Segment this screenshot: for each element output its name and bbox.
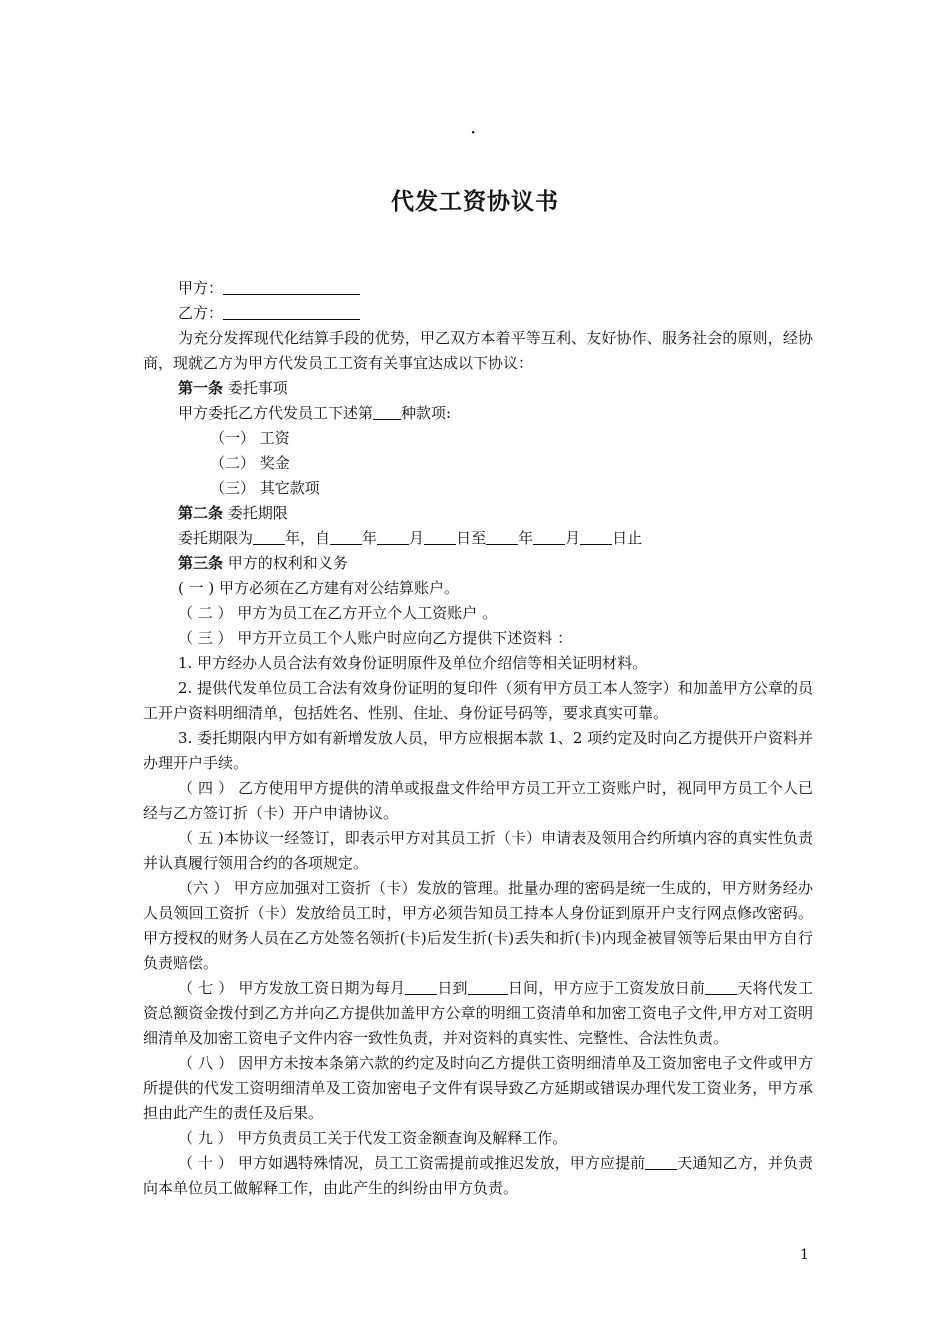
- article-3-title: 甲方的权利和义务: [223, 554, 348, 572]
- party-a-blank: [223, 278, 360, 295]
- notice-days-blank: [645, 1153, 677, 1170]
- party-a-line: [143, 276, 813, 301]
- article-1-number: 第一条: [178, 379, 224, 397]
- party-b-line: [143, 301, 813, 326]
- article-1-heading: [143, 376, 813, 401]
- clause-7-text: 日间，甲方应于工资发放日前: [507, 979, 706, 997]
- clause-3-item-3: 3. 委托期限内甲方如有新增发放人员，甲方应根据本款 1、2 项约定及时向乙方提供开户资料并办理开户手续。: [143, 729, 813, 772]
- article-1-item: （二） 奖金: [210, 454, 290, 472]
- clause-10: [143, 1151, 813, 1201]
- article-1-item: （一） 工资: [210, 429, 290, 447]
- article-3-number: 第三条: [178, 554, 224, 572]
- article-3-heading: [143, 551, 813, 576]
- term-blank: [377, 528, 409, 545]
- term-text: 月: [409, 529, 425, 547]
- term-blank: [533, 528, 565, 545]
- term-text: 年: [518, 529, 534, 547]
- header-mark: ·: [470, 120, 477, 144]
- clause-6: （六 ） 甲方应加强对工资折（卡）发放的管理。批量办理的密码是统一生成的，甲方财务经办人员领回工资折（卡）发放给员工时，甲方必须告知员工持本人身份证到原开户支行网点修改密码。甲方授权的财务人员在乙方处签名领折(卡)后发生折(卡)丢失和折(卡)内现金被冒领等后果由甲方自行负责赔偿。: [143, 879, 813, 972]
- clause-9: （ 九 ） 甲方负责员工关于代发工资金额查询及解释工作。: [178, 1129, 568, 1147]
- term-text: 委托期限为: [178, 529, 254, 547]
- term-text: 日止: [612, 529, 643, 547]
- term-blank: [253, 528, 285, 545]
- article-2-number: 第二条: [178, 504, 224, 522]
- article-2-heading: [143, 501, 813, 526]
- clause-3: （ 三 ） 甲方开立员工个人账户时应向乙方提供下述资料 ：: [178, 629, 573, 647]
- clause-7-text: （ 七 ） 甲方发放工资日期为每月: [178, 979, 406, 997]
- page-number: 1: [800, 1247, 809, 1263]
- clause-2: （ 二 ） 甲方为员工在乙方开立个人工资账户 。: [178, 604, 498, 622]
- clause-7-text: 日到: [437, 979, 468, 997]
- document-title: 代发工资协议书: [391, 188, 559, 215]
- pay-day-end-blank: [468, 978, 508, 995]
- article-2-line: [143, 526, 813, 551]
- clause-3-item-2: 2. 提供代发单位员工合法有效身份证明的复印件（须有甲方员工本人签字）和加盖甲方公章的员工开户资料明细清单，包括姓名、性别、住址、身份证号码等，要求真实可靠。: [143, 679, 813, 722]
- clause-7: [143, 976, 813, 1051]
- clause-8: （ 八 ） 因甲方未按本条第六款的约定及时向乙方提供工资明细清单及工资加密电子文件或甲方所提供的代发工资明细清单及工资加密电子文件有误导致乙方延期或错误办理代发工资业务，甲方承担由此产生的责任及后果。: [143, 1054, 813, 1122]
- party-b-blank: [223, 303, 360, 320]
- clause-1: ( 一 ) 甲方必须在乙方建有对公结算账户。: [178, 579, 460, 597]
- article-1-blank: [373, 403, 401, 420]
- term-text: 日至: [456, 529, 487, 547]
- term-text: 年，自: [285, 529, 331, 547]
- advance-days-blank: [705, 978, 737, 995]
- article-1-item: （三） 其它款项: [210, 479, 320, 497]
- article-2-title: 委托期限: [223, 504, 288, 522]
- term-blank: [424, 528, 456, 545]
- term-text: 年: [362, 529, 378, 547]
- clause-10-text: 天通知乙方，并负责向本单位员工做解释工作，由此产生的纠纷由甲方负责。: [143, 1154, 813, 1197]
- term-text: 月: [565, 529, 581, 547]
- clause-10-text: （ 十 ） 甲方如遇特殊情况，员工工资需提前或推迟发放，甲方应提前: [178, 1154, 646, 1172]
- clause-5: （ 五 )本协议一经签订，即表示甲方对其员工折（卡）申请表及领用合约所填内容的真实性负责并认真履行领用合约的各项规定。: [143, 829, 813, 872]
- article-1-text-pre: 甲方委托乙方代发员工下述第: [178, 404, 374, 422]
- party-b-label: 乙方：: [178, 304, 224, 322]
- article-1-title: 委托事项: [223, 379, 288, 397]
- article-1-text-post: 种款项:: [401, 404, 452, 422]
- term-blank: [330, 528, 362, 545]
- article-1-line: [143, 401, 813, 426]
- pay-day-start-blank: [405, 978, 437, 995]
- document-body: [143, 276, 813, 1201]
- clause-4: （ 四 ） 乙方使用甲方提供的清单或报盘文件给甲方员工开立工资账户时，视同甲方员工个人已经与乙方签订折（卡）开户申请协议。: [143, 779, 813, 822]
- clause-7-text: 天将代发工资总额资金拨付到乙方并向乙方提供加盖甲方公章的明细工资清单和加密工资电子文件,甲方对工资明细清单及加密工资电子文件内容一致性负责，并对资料的真实性、完整性、合法性负责。: [143, 979, 813, 1047]
- term-blank: [486, 528, 518, 545]
- term-blank: [580, 528, 612, 545]
- clause-3-item-1: 1. 甲方经办人员合法有效身份证明原件及单位介绍信等相关证明材料。: [178, 654, 648, 672]
- intro-paragraph: 为充分发挥现代化结算手段的优势，甲乙双方本着平等互利、友好协作、服务社会的原则，经协商，现就乙方为甲方代发员工工资有关事宜达成以下协议：: [143, 329, 813, 372]
- party-a-label: 甲方：: [178, 279, 224, 297]
